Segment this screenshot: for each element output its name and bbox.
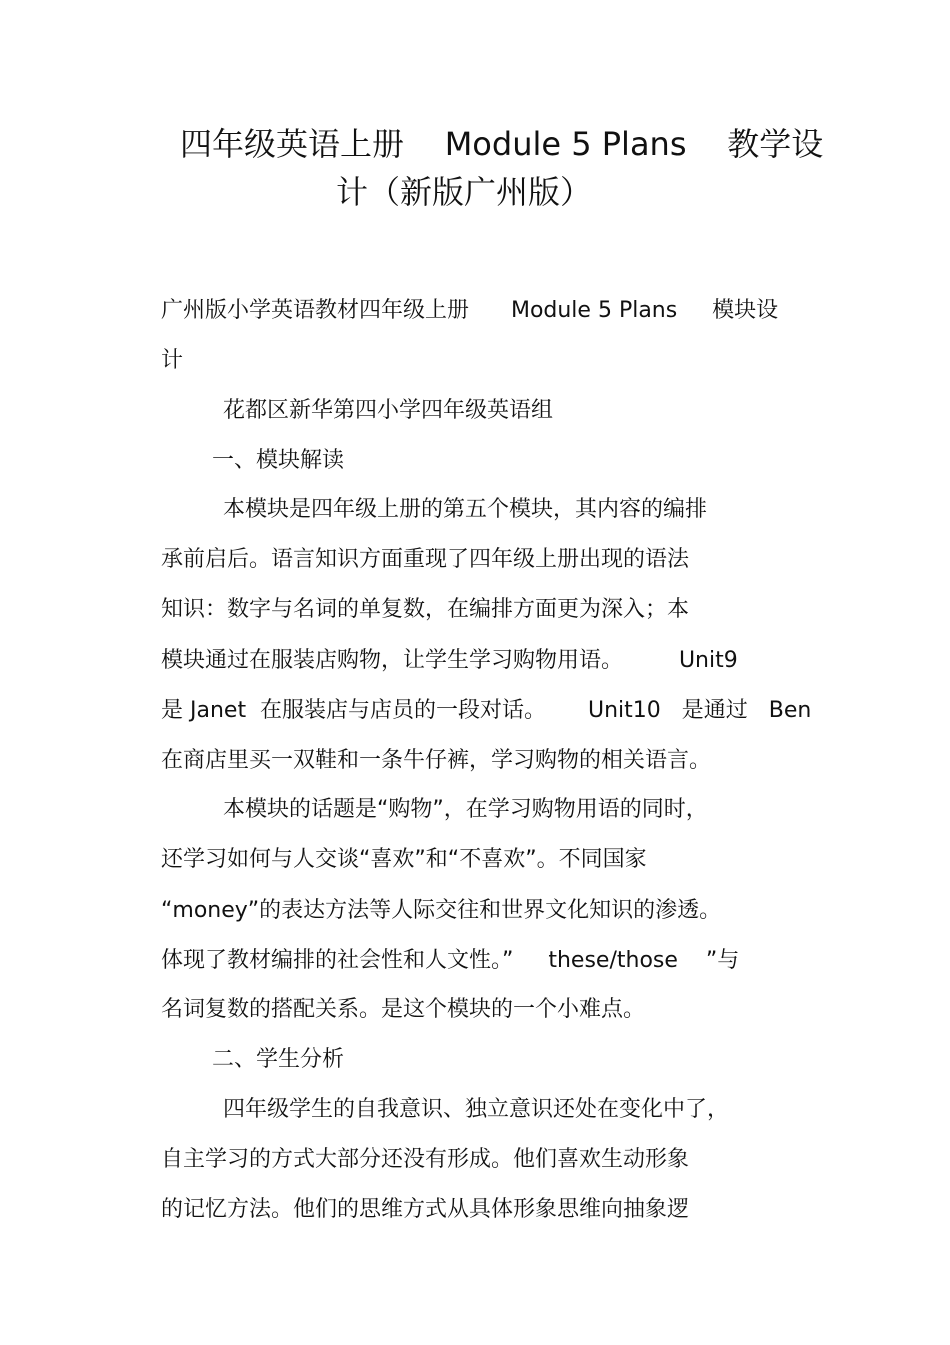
body-line-7: 知识：数字与名词的单复数，在编排方面更为深入；本: [161, 597, 690, 622]
doc-title-line-2: 计（新版广州版）: [336, 173, 593, 211]
author-line: 花都区新华第四小学四年级英语组: [223, 398, 554, 423]
body-line-1: 广州版小学英语教材四年级上册 Module 5 Plans 模块设: [161, 298, 779, 323]
body-line-13: “money”的表达方法等人际交往和世界文化知识的渗透。: [161, 898, 722, 923]
section-heading-2: 二、学生分析: [212, 1047, 345, 1072]
body-line-15: 名词复数的搭配关系。是这个模块的一个小难点。: [161, 997, 646, 1022]
body-line-8: 模块通过在服装店购物，让学生学习购物用语。 Unit9: [161, 648, 738, 673]
body-line-12: 还学习如何与人交谈“喜欢”和“不喜欢”。不同国家: [161, 847, 647, 872]
body-line-6: 承前启后。语言知识方面重现了四年级上册出现的语法: [161, 547, 690, 572]
body-line-2: 计: [161, 348, 184, 373]
body-line-5: 本模块是四年级上册的第五个模块，其内容的编排: [223, 497, 708, 522]
body-line-11: 本模块的话题是“购物”，在学习购物用语的同时，: [223, 797, 708, 822]
body-line-19: 的记忆方法。他们的思维方式从具体形象思维向抽象逻: [161, 1197, 690, 1222]
body-line-14: 体现了教材编排的社会性和人文性。” these/those ”与: [161, 948, 740, 973]
body-line-9: 是 Janet 在服装店与店员的一段对话。 Unit10 是通过 Ben: [161, 698, 812, 723]
body-line-17: 四年级学生的自我意识、独立意识还处在变化中了，: [223, 1097, 730, 1122]
body-line-10: 在商店里买一双鞋和一条牛仔裤，学习购物的相关语言。: [161, 748, 712, 773]
section-heading-1: 一、模块解读: [212, 448, 345, 473]
doc-title-line-1: 四年级英语上册 Module 5 Plans 教学设: [180, 125, 824, 163]
body-line-18: 自主学习的方式大部分还没有形成。他们喜欢生动形象: [161, 1147, 690, 1172]
